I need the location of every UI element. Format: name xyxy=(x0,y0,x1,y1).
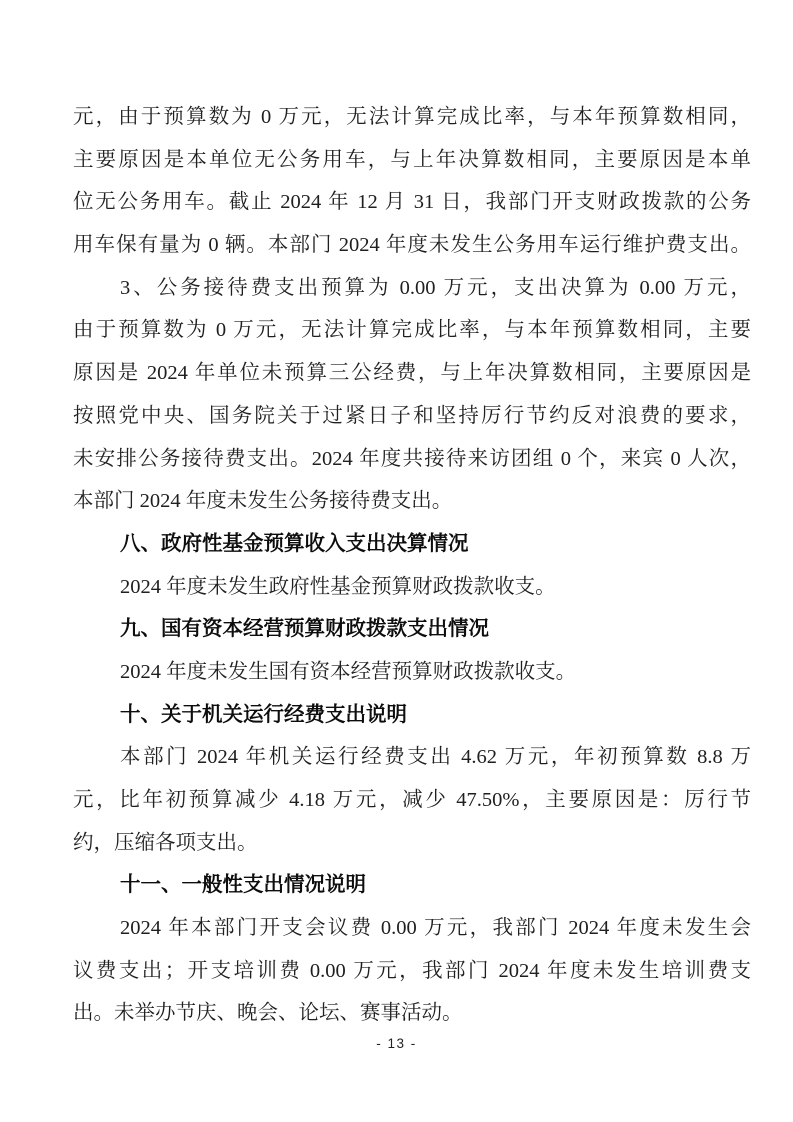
body-text-line: 由于预算数为 0 万元，无法计算完成比率，与本年预算数相同，主要 xyxy=(73,319,751,342)
body-text-line: 元，比年初预算减少 4.18 万元，减少 47.50%，主要原因是：厉行节 xyxy=(73,789,751,811)
body-text-line: 本部门 2024 年机关运行经费支出 4.62 万元，年初预算数 8.8 万 xyxy=(120,746,751,769)
body-text-line: 按照党中央、国务院关于过紧日子和坚持厉行节约反对浪费的要求， xyxy=(73,404,751,427)
body-text-line: 2024 年度未发生国有资本经营预算财政拨款收支。 xyxy=(120,660,577,683)
body-text-line: 本部门 2024 年度未发生公务接待费支出。 xyxy=(73,490,453,513)
body-text-line: 出。未举办节庆、晚会、论坛、赛事活动。 xyxy=(73,1002,463,1025)
body-text-line: 用车保有量为 0 辆。本部门 2024 年度未发生公务用车运行维护费支出。 xyxy=(73,234,751,257)
heading-section-9: 九、国有资本经营预算财政拨款支出情况 xyxy=(120,618,489,641)
body-text-line: 2024 年度未发生政府性基金预算财政拨款收支。 xyxy=(120,575,556,598)
body-text-line: 3、公务接待费支出预算为 0.00 万元，支出决算为 0.00 万元， xyxy=(120,276,751,299)
page-number: - 13 - xyxy=(376,1036,417,1051)
heading-section-8: 八、政府性基金预算收入支出决算情况 xyxy=(120,532,469,555)
body-text-line: 原因是 2024 年单位未预算三公经费，与上年决算数相同，主要原因是 xyxy=(73,362,751,385)
heading-section-10: 十、关于机关运行经费支出说明 xyxy=(120,703,407,726)
body-text-line: 2024 年本部门开支会议费 0.00 万元，我部门 2024 年度未发生会 xyxy=(120,917,751,940)
body-text-line: 主要原因是本单位无公务用车，与上年决算数相同，主要原因是本单 xyxy=(73,148,751,171)
heading-section-11: 十一、一般性支出情况说明 xyxy=(120,874,366,897)
body-text-line: 位无公务用车。截止 2024 年 12 月 31 日，我部门开支财政拨款的公务 xyxy=(73,191,751,214)
page-body xyxy=(73,96,751,1035)
body-text-line: 未安排公务接待费支出。2024 年度共接待来访团组 0 个，来宾 0 人次， xyxy=(73,447,751,470)
body-text-line: 议费支出；开支培训费 0.00 万元，我部门 2024 年度未发生培训费支 xyxy=(73,959,751,982)
body-text-line: 元，由于预算数为 0 万元，无法计算完成比率，与本年预算数相同， xyxy=(73,106,751,128)
body-text-line: 约，压缩各项支出。 xyxy=(73,831,258,854)
